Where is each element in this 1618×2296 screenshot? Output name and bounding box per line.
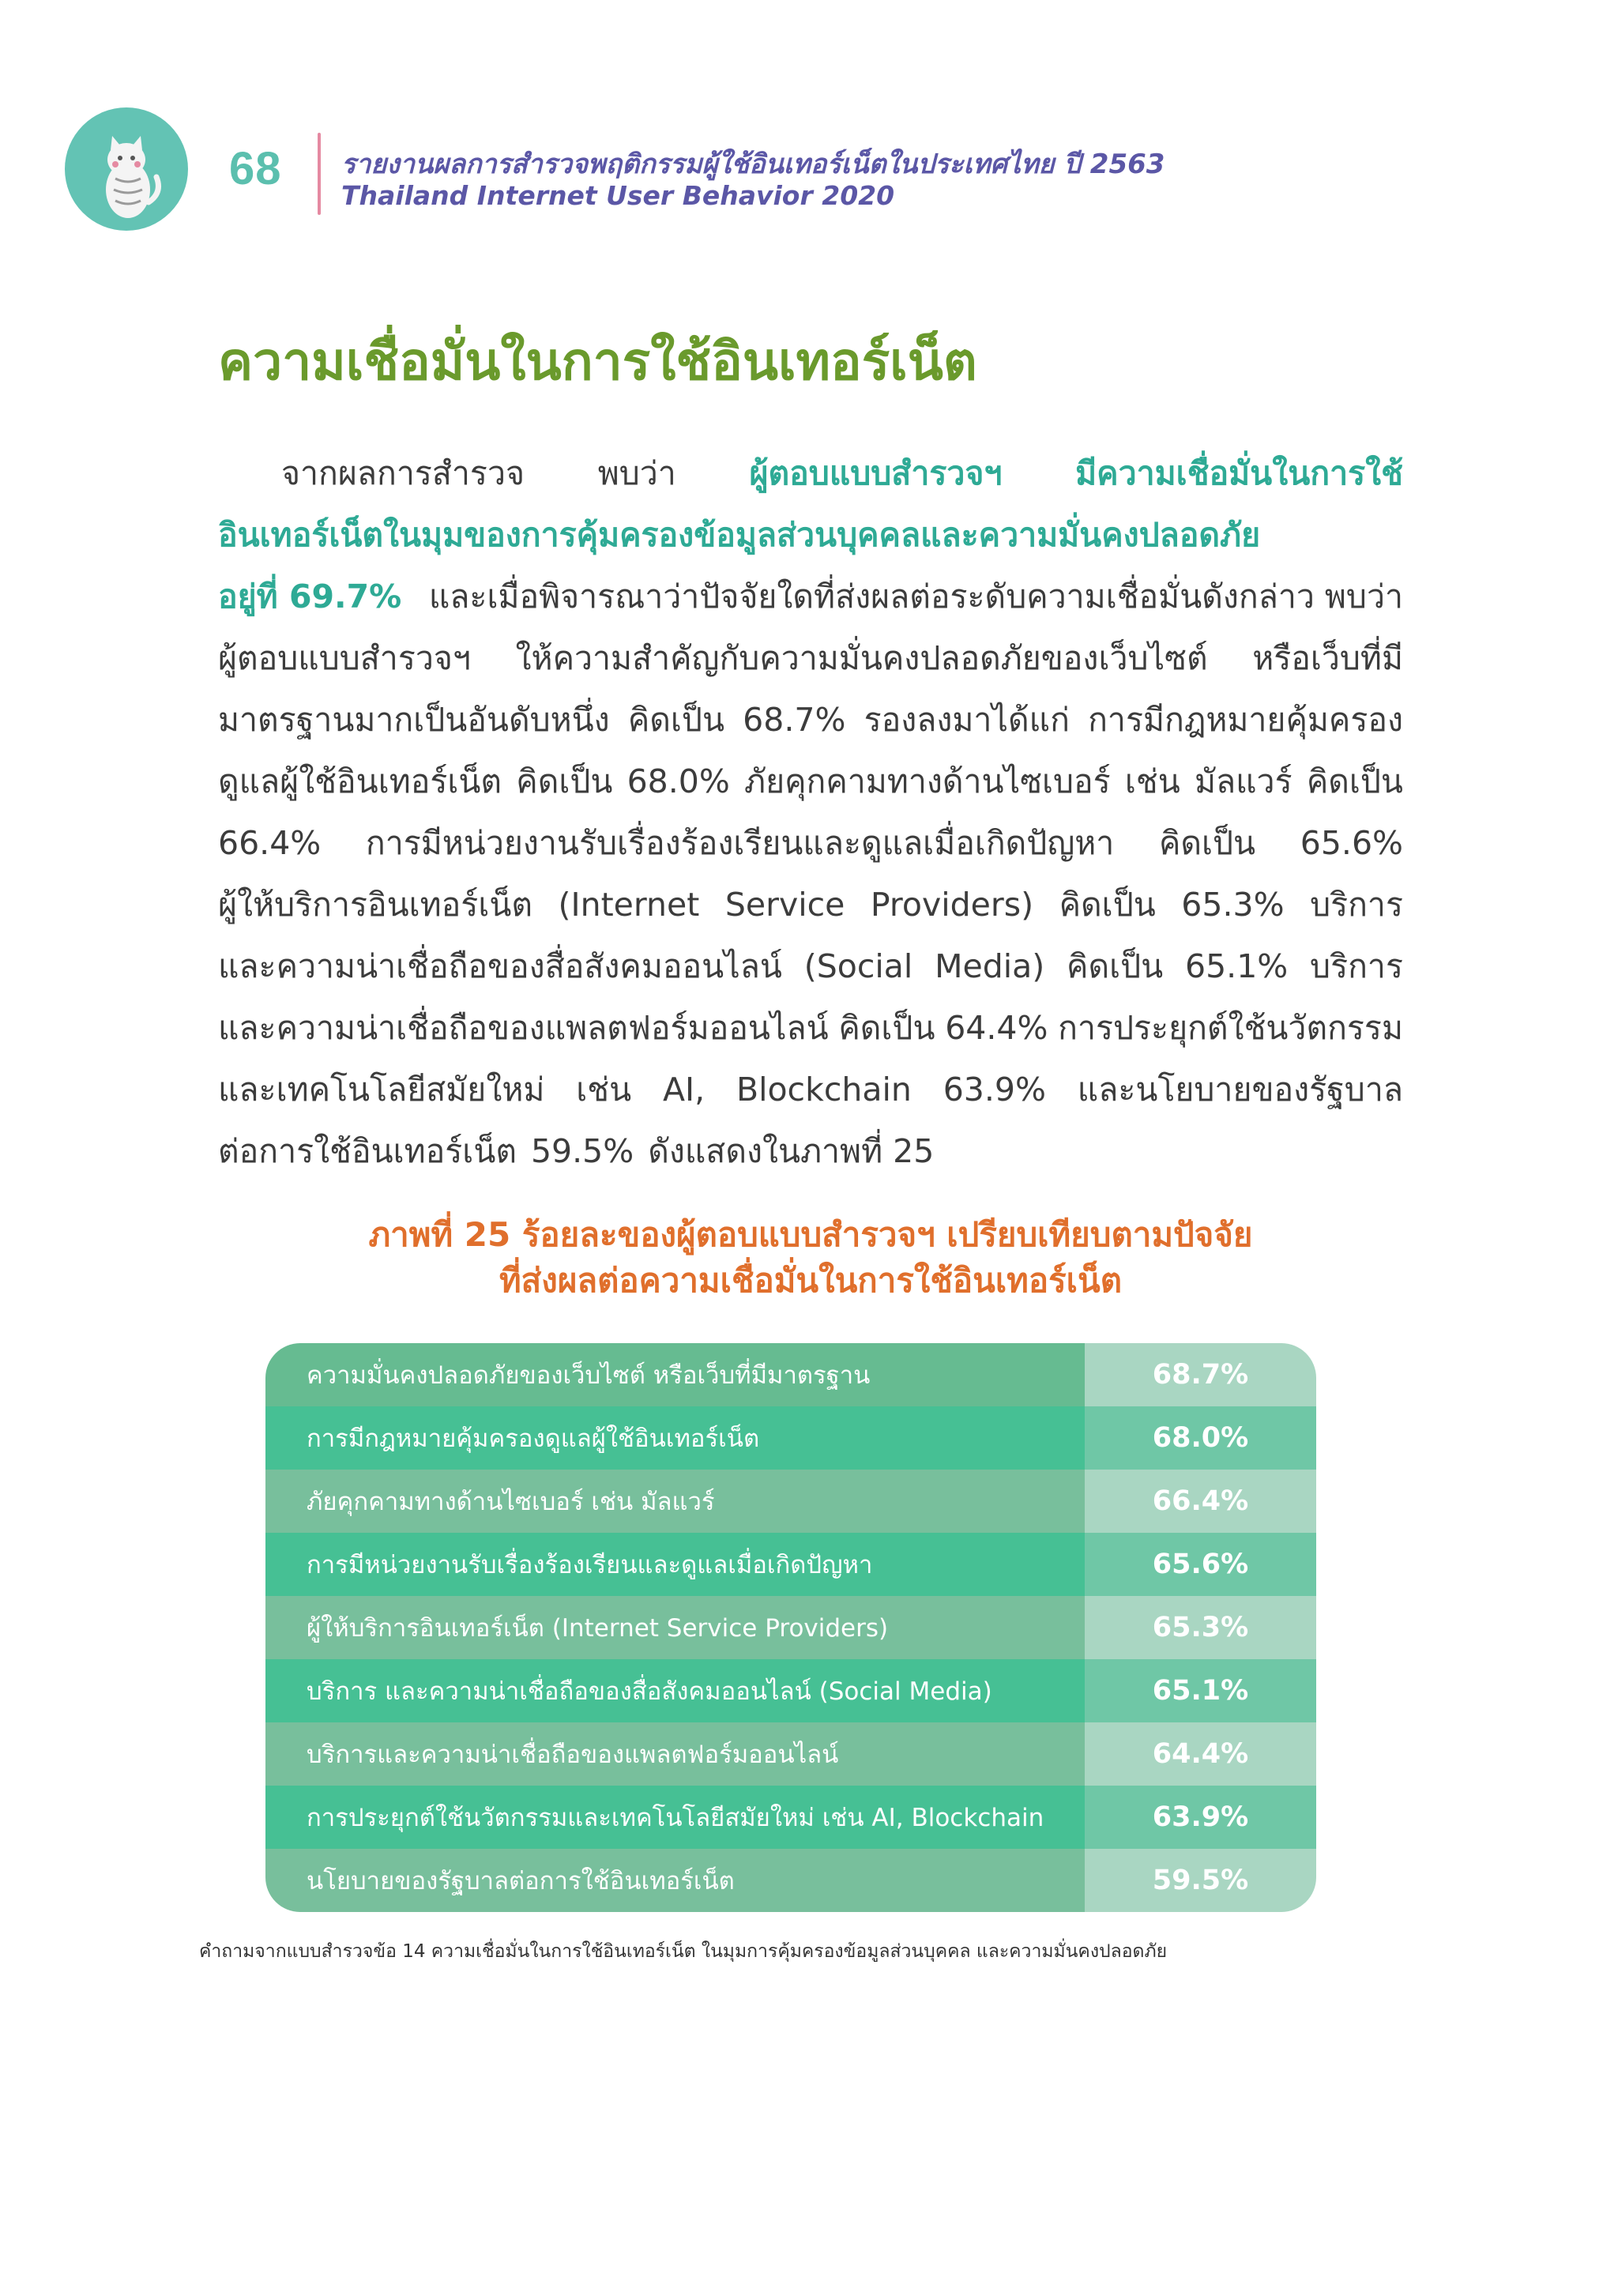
header-divider (318, 133, 321, 215)
page-number: 68 (229, 143, 282, 194)
row-value: 66.4% (1085, 1470, 1316, 1533)
paragraph-line (218, 751, 1403, 812)
paragraph-word: คิดเป็น (838, 1009, 935, 1047)
paragraph-line (218, 1059, 1403, 1120)
paragraph-word: จากผลการสำรวจ (281, 454, 525, 492)
paragraph-word: Media) (935, 947, 1045, 985)
table-row (265, 1470, 1316, 1533)
paragraph-word: และนโยบายของรัฐบาล (1077, 1071, 1403, 1108)
paragraph-word: และเทคโนโลยีสมัยใหม่ (218, 1071, 545, 1108)
body-paragraph (218, 442, 1403, 1182)
paragraph-line (218, 566, 1403, 627)
table-row (265, 1533, 1316, 1596)
paragraph-line (218, 812, 1403, 874)
paragraph-line (218, 1120, 1403, 1182)
paragraph-word: 65.3% (1181, 886, 1285, 924)
paragraph-word: ภัยคุกคามทางด้านไซเบอร์ (744, 762, 1111, 800)
paragraph-line (218, 442, 1403, 504)
table-row (265, 1406, 1316, 1470)
paragraph-word: 66.4% (218, 824, 322, 862)
row-value: 64.4% (1085, 1722, 1316, 1786)
paragraph-word: ให้ความสำคัญกับความมั่นคงปลอดภัยของเว็บไซต์ (515, 639, 1208, 677)
paragraph-word: ดูแลผู้ใช้อินเทอร์เน็ต (218, 762, 502, 800)
paragraph-word: 68.0% (627, 762, 730, 800)
paragraph-word: 65.1% (1184, 947, 1289, 985)
row-value: 68.7% (1085, 1343, 1316, 1406)
paragraph-word: พบว่า (597, 454, 676, 492)
paragraph-word: มาตรฐานมากเป็นอันดับหนึ่ง (218, 701, 610, 739)
paragraph-highlight: ผู้ตอบแบบสำรวจฯ (749, 454, 1003, 492)
factor-table (265, 1343, 1316, 1912)
paragraph-line (218, 997, 1403, 1059)
row-label: บริการ และความน่าเชื่อถือของสื่อสังคมออนไลน์ (Social Media) (265, 1659, 1085, 1722)
paragraph-word: เช่น (576, 1071, 632, 1108)
row-label: การมีกฎหมายคุ้มครองดูแลผู้ใช้อินเทอร์เน็ต (265, 1406, 1085, 1470)
paragraph-word: (Internet (558, 886, 700, 924)
figure-caption-line2: ที่ส่งผลต่อความเชื่อมั่นในการใช้อินเทอร์เน็ต (499, 1261, 1122, 1300)
paragraph-word: ผู้ตอบแบบสำรวจฯ (218, 639, 471, 677)
paragraph-word: คิดเป็น (1059, 886, 1156, 924)
report-title-thai: รายงานผลการสำรวจพฤติกรรมผู้ใช้อินเทอร์เน็ตในประเทศไทย ปี 2563 (341, 149, 1165, 180)
paragraph-word: บริการ (1310, 947, 1403, 985)
row-value: 59.5% (1085, 1849, 1316, 1912)
row-label: การประยุกต์ใช้นวัตกรรมและเทคโนโลยีสมัยใหม่ เช่น AI, Blockchain (265, 1786, 1085, 1849)
paragraph-word: มัลแวร์ (1194, 762, 1293, 800)
paragraph-text: และเมื่อพิจารณาว่าปัจจัยใดที่ส่งผลต่อระดับความเชื่อมั่นดังกล่าว พบว่า (428, 578, 1403, 615)
paragraph-word: รองลงมาได้แก่ (864, 701, 1070, 739)
row-label: บริการและความน่าเชื่อถือของแพลตฟอร์มออนไลน์ (265, 1722, 1085, 1786)
paragraph-word: ผู้ให้บริการอินเทอร์เน็ต (218, 886, 532, 924)
paragraph-line (218, 689, 1403, 751)
paragraph-highlight: มีความเชื่อมั่นในการใช้ (1075, 454, 1403, 492)
row-label: การมีหน่วยงานรับเรื่องร้องเรียนและดูแลเมื่อเกิดปัญหา (265, 1533, 1085, 1596)
paragraph-line (218, 504, 1403, 566)
table-row (265, 1343, 1316, 1406)
row-value: 65.6% (1085, 1533, 1316, 1596)
paragraph-word: Providers) (870, 886, 1034, 924)
paragraph-word: คิดเป็น (516, 762, 613, 800)
paragraph-word: การมีกฎหมายคุ้มครอง (1088, 701, 1403, 739)
report-title-english: Thailand Internet User Behavior 2020 (341, 180, 895, 211)
table-row (265, 1786, 1316, 1849)
paragraph-word: ดังแสดงในภาพที่ 25 (648, 1132, 935, 1170)
paragraph-word: บริการ (1310, 886, 1403, 924)
paragraph-word: AI, (662, 1071, 706, 1108)
row-label: ภัยคุกคามทางด้านไซเบอร์ เช่น มัลแวร์ (265, 1470, 1085, 1533)
table-row (265, 1596, 1316, 1659)
row-label: ผู้ให้บริการอินเทอร์เน็ต (Internet Service Providers) (265, 1596, 1085, 1659)
paragraph-highlight: อินเทอร์เน็ตในมุมของการคุ้มครองข้อมูลส่วนบุคคลและความมั่นคงปลอดภัย (218, 516, 1261, 554)
paragraph-word: และความน่าเชื่อถือของแพลตฟอร์มออนไลน์ (218, 1009, 829, 1047)
paragraph-highlight: อยู่ที่ 69.7% (218, 578, 402, 615)
paragraph-word: เช่น (1124, 762, 1180, 800)
row-value: 63.9% (1085, 1786, 1316, 1849)
paragraph-word: 59.5% (530, 1132, 634, 1170)
paragraph-word: Blockchain (736, 1071, 912, 1108)
paragraph-word: คิดเป็น (1158, 824, 1256, 862)
paragraph-word: (Social (803, 947, 913, 985)
section-title: ความเชื่อมั่นในการใช้อินเทอร์เน็ต (218, 331, 977, 392)
table-row (265, 1722, 1316, 1786)
paragraph-word: 63.9% (943, 1071, 1046, 1108)
table-row (265, 1849, 1316, 1912)
paragraph-line (218, 627, 1403, 689)
paragraph-word: หรือเว็บที่มี (1252, 639, 1403, 677)
paragraph-word: การประยุกต์ใช้นวัตกรรม (1058, 1009, 1403, 1047)
paragraph-line (218, 935, 1403, 997)
paragraph-word: การมีหน่วยงานรับเรื่องร้องเรียนและดูแลเมื่อเกิดปัญหา (365, 824, 1115, 862)
table-row (265, 1659, 1316, 1722)
paragraph-word: 65.6% (1300, 824, 1403, 862)
row-label: ความมั่นคงปลอดภัยของเว็บไซต์ หรือเว็บที่มีมาตรฐาน (265, 1343, 1085, 1406)
paragraph-word: Service (724, 886, 845, 924)
row-value: 68.0% (1085, 1406, 1316, 1470)
row-label: นโยบายของรัฐบาลต่อการใช้อินเทอร์เน็ต (265, 1849, 1085, 1912)
paragraph-word: คิดเป็น (627, 701, 724, 739)
paragraph-word: 64.4% (945, 1009, 1048, 1047)
paragraph-word: ต่อการใช้อินเทอร์เน็ต (218, 1132, 517, 1170)
paragraph-line (218, 874, 1403, 935)
paragraph-word: คิดเป็น (1306, 762, 1403, 800)
row-value: 65.3% (1085, 1596, 1316, 1659)
cat-mascot-icon (65, 107, 188, 231)
paragraph-word: คิดเป็น (1067, 947, 1164, 985)
row-value: 65.1% (1085, 1659, 1316, 1722)
figure-caption: ภาพที่ 25 ร้อยละของผู้ตอบแบบสำรวจฯ เปรียบเทียบตามปัจจัย (368, 1215, 1253, 1254)
paragraph-word: 68.7% (743, 701, 846, 739)
paragraph-word: และความน่าเชื่อถือของสื่อสังคมออนไลน์ (218, 947, 782, 985)
footnote: คำถามจากแบบสำรวจข้อ 14 ความเชื่อมั่นในการใช้อินเทอร์เน็ต ในมุมการคุ้มครองข้อมูลส่วนบุคคล และความมั่นคงปลอดภัย (199, 1941, 1168, 1962)
